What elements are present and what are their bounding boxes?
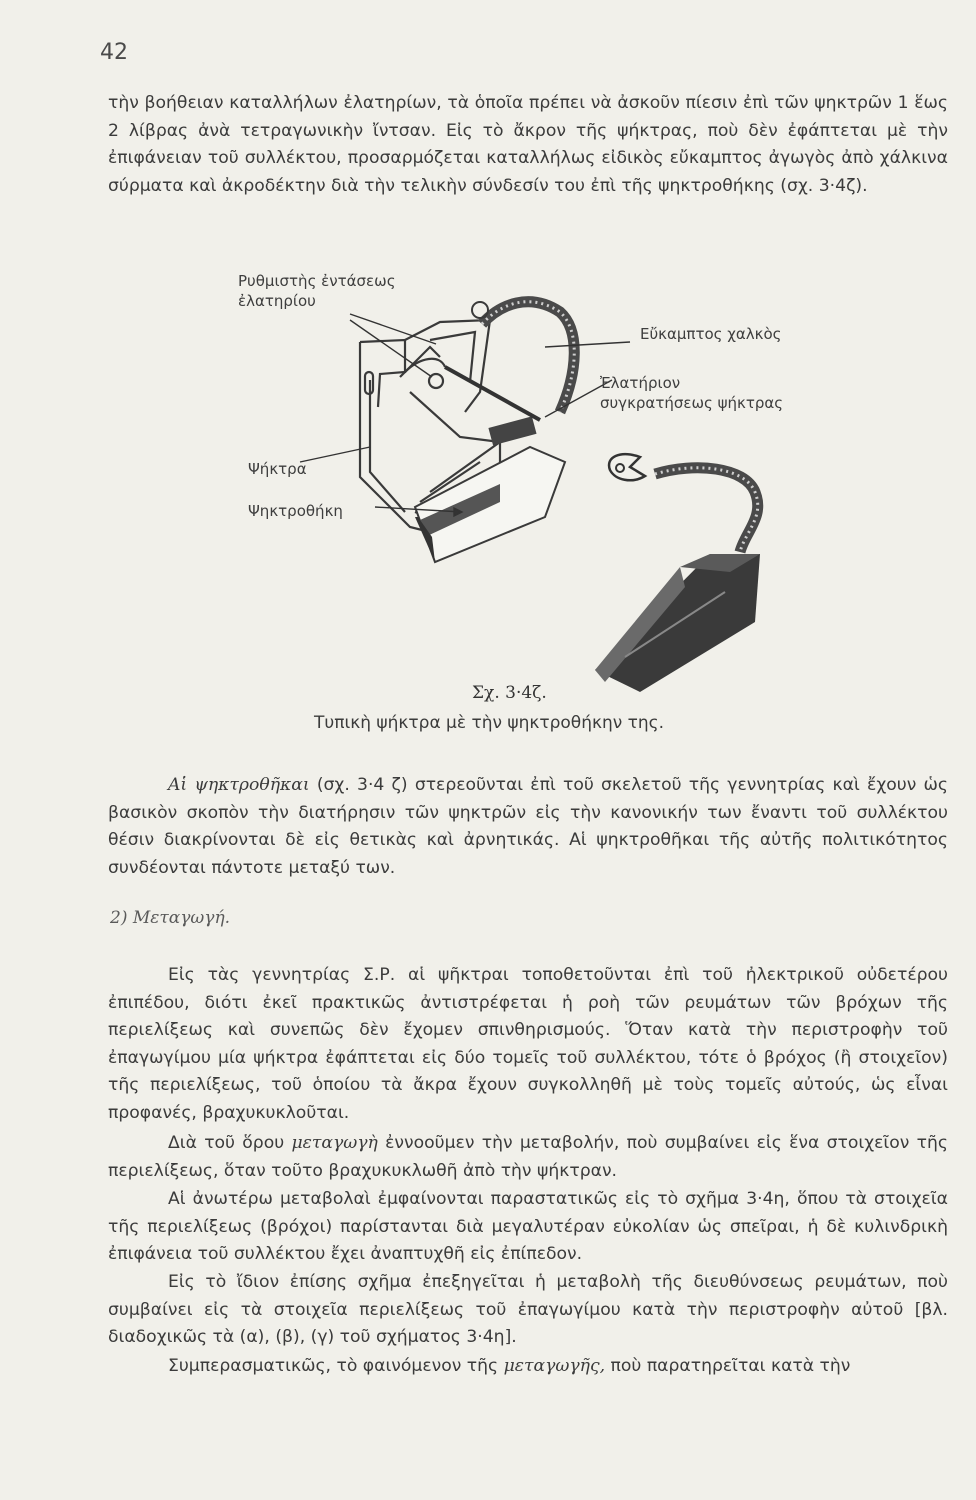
label-regulator-line2: ἐλατηρίου [238,292,316,310]
conclusion-paragraph [108,1353,948,1381]
brush-holders-text: (σχ. 3·4 ζ) στερεοῦνται ἐπὶ τοῦ σκελετοῦ τῆς γεννητρίας καὶ ἔχουν ὡς βασικὸν σκοπὸν τὴν διατήρησιν τῶν ψηκτρῶν εἰς τὴν κανονικήν των ἔναντι τοῦ συλλέκτου θέσιν διακρίνονται δὲ εἰς θετικὰς καὶ ἀρνητικάς. Αἱ ψηκτροθῆκαι τῆς αὐτῆς πολιτικότητος συνδέονται πάντοτε μεταξύ των. [108,775,948,878]
section-heading-commutation: 2) Μεταγωγή. [110,908,231,928]
term-commutation: μεταγωγὴ [291,1133,378,1153]
label-regulator-line1: Ρυθμιστὴς ἐντάσεως [238,272,396,290]
label-brush-holder: Ψηκτροθήκη [248,502,343,520]
commutation-definition-paragraph [108,1130,948,1185]
commutation-paragraph-1: Εἰς τὰς γεννητρίας Σ.Ρ. αἱ ψῆκτραι τοποθετοῦνται ἐπὶ τοῦ ἠλεκτρικοῦ οὐδετέρου ἐπιπέδου, διότι ἐκεῖ πρακτικῶς ἀντιστρέφεται ἡ ροὴ τῶν ρευμάτων τῶν βρόχων τῆς περιελίξεως καὶ συνεπῶς δὲν ἔχομεν σπινθηρισμούς. Ὅταν κατὰ τὴν περιστροφὴν τοῦ ἐπαγωγίμου μία ψήκτρα ἐφάπτεται εἰς δύο τομεῖς τοῦ συλλέκτου, τότε ὁ βρόχος (ἢ στοιχεῖον) τῆς περιελίξεως, τοῦ ὁποίου τὰ ἄκρα ἔχουν συγκολληθῆ μὲ τοὺς τομεῖς αὐτούς, ὡς εἶναι προφανές, βραχυκυκλοῦται. [108,965,948,1123]
brush-holder-figure [200,262,860,722]
label-spring-line1: Ἐλατήριον [600,374,681,392]
loose-brush-drawing [595,454,760,692]
definition-text-b: ἐννοοῦμεν τὴν μεταβολήν, ποὺ συμβαίνει εἰς ἕνα στοιχεῖον τῆς περιελίξεως, ὅταν τοῦτο βραχυκυκλωθῆ ἀπὸ τὴν ψήκτραν. [108,1133,948,1181]
label-spring-line2: συγκρατήσεως ψήκτρας [600,394,784,412]
page-number: 42 [100,40,128,65]
conclusion-text-a: Συμπερασματικῶς, τὸ φαινόμενον τῆς [168,1356,504,1376]
term-commutation-genitive: μεταγωγῆς, [503,1356,606,1376]
spring-drawing [445,367,540,420]
label-brush: Ψήκτρα [248,460,307,478]
figure-caption: Τυπικὴ ψήκτρα μὲ τὴν ψηκτροθήκην της. [314,713,665,733]
intro-paragraph: τὴν βοήθειαν καταλλήλων ἐλατηρίων, τὰ ὁποῖα πρέπει νὰ ἀσκοῦν πίεσιν ἐπὶ τῶν ψηκτρῶν 1 ἕως 2 λίβρας ἀνὰ τετραγωνικὴν ἴντσαν. Εἰς τὸ ἄκρον τῆς ψήκτρας, ποὺ δὲν ἐφάπτεται μὲ τὴν ἐπιφάνειαν τοῦ συλλέκτου, προσαρμόζεται καταλλήλως εἰδικὸς εὔκαμπτος ἀγωγὸς ἀπὸ χάλκινα σύρματα καὶ ἀκροδέκτην διὰ τὴν τελικὴν σύνδεσίν του ἐπὶ τῆς ψηκτροθήκης (σχ. 3·4ζ). [108,93,948,196]
definition-text-a: Διὰ τοῦ ὅρου [168,1133,292,1153]
conclusion-text-b: ποὺ παρατηρεῖται κατὰ τὴν [605,1356,851,1376]
term-brush-holders: Αἱ ψηκτροθῆκαι [168,775,310,795]
figure-reference-paragraph: Αἱ ἀνωτέρω μεταβολαὶ ἐμφαίνονται παραστατικῶς εἰς τὸ σχῆμα 3·4η, ὅπου τὰ στοιχεῖα τῆς περιελίξεως (βρόχοι) παρίστανται διὰ μεγαλυτέραν εὐκολίαν ὡς σπεῖραι, ἡ δὲ κυλινδρικὴ ἐπιφάνεια τοῦ συλλέκτου ἔχει ἀναπτυχθῆ εἰς ἐπίπεδον. [108,1189,948,1264]
figure-number: Σχ. 3·4ζ. [472,683,547,703]
label-flexible-copper: Εὔκαμπτος χαλκὸς [640,325,782,343]
current-direction-paragraph: Εἰς τὸ ἴδιον ἐπίσης σχῆμα ἐπεξηγεῖται ἡ μεταβολὴ τῆς διευθύνσεως ρευμάτων, ποὺ συμβαίνει εἰς τὰ στοιχεῖα περιελίξεως τοῦ ἐπαγωγίμου κατὰ τὴν περιστροφὴν αὐτοῦ [βλ. διαδοχικῶς τὰ (α), (β), (γ) τοῦ σχήματος 3·4η]. [108,1272,948,1347]
brush-holders-paragraph [108,772,948,882]
